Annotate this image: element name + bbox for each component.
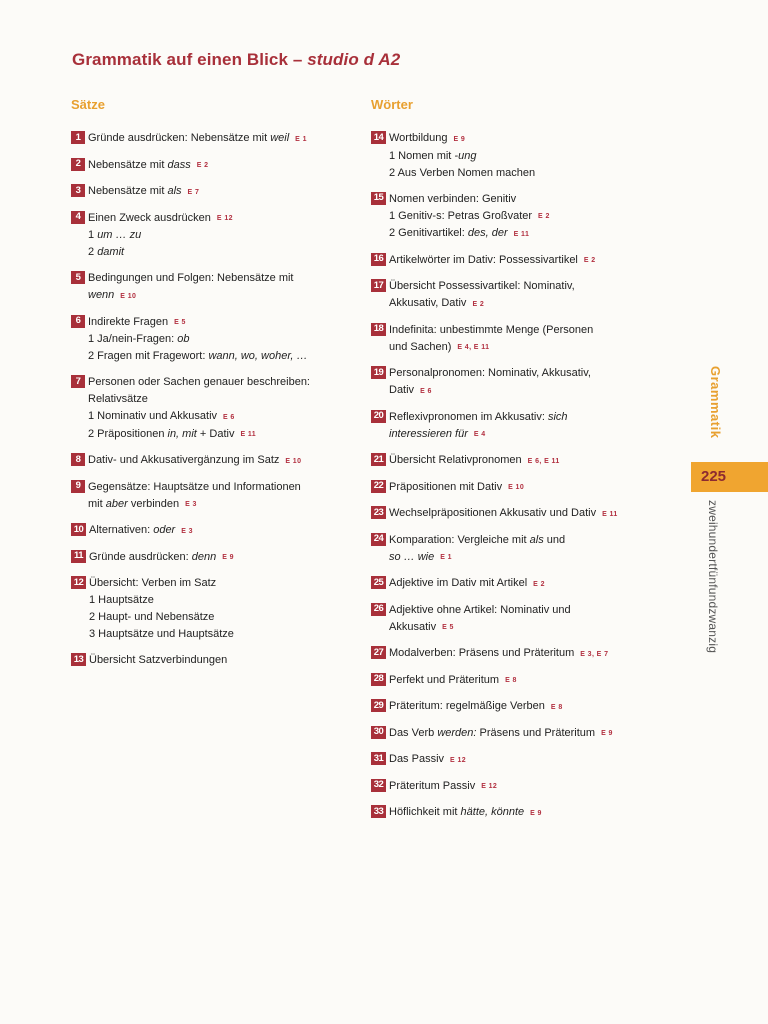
text-run: denn <box>191 550 217 563</box>
grammar-topic <box>371 322 671 357</box>
topic-title <box>389 479 671 497</box>
topic-body <box>88 270 361 305</box>
topic-subitem <box>389 148 671 165</box>
text-run: Komparation: Vergleiche mit <box>389 533 530 546</box>
topic-title <box>389 252 671 270</box>
text-run: 1 <box>88 229 98 241</box>
grammar-topic <box>371 672 671 690</box>
grammar-topic <box>371 365 671 400</box>
text-run: Das Verb <box>389 726 438 739</box>
text-run: in, mit <box>167 427 197 440</box>
topic-body <box>89 549 361 567</box>
topic-body <box>389 409 671 444</box>
text-run: Gründe ausdrücken: <box>89 550 192 563</box>
reference-code: E 9 <box>222 554 234 561</box>
reference-code: E 2 <box>538 213 550 220</box>
text-run: Präsens und Präteritum <box>476 726 596 739</box>
reference-code: E 11 <box>240 431 257 438</box>
text-run: Übersicht Relativpronomen <box>389 454 522 466</box>
text-run: 1 Nominativ und Akkusativ <box>88 410 218 422</box>
grammar-topic <box>71 374 361 443</box>
topic-body <box>389 725 671 743</box>
topic-subitem <box>89 609 361 626</box>
reference-code: E 3, E 7 <box>580 650 609 658</box>
text-run: Reflexivpronomen im Akkusativ: <box>389 410 548 423</box>
topic-number-badge: 6 <box>71 315 85 328</box>
topic-title <box>88 157 361 175</box>
grammar-topic <box>371 645 671 663</box>
topic-body <box>389 778 671 796</box>
topic-subitem <box>389 339 671 357</box>
grammar-topic <box>371 532 671 567</box>
topic-number-badge: 11 <box>71 550 86 563</box>
topic-title <box>389 278 671 295</box>
grammar-topic <box>371 278 671 313</box>
column-heading-woerter: Wörter <box>371 97 413 112</box>
topic-number-badge: 17 <box>371 279 386 292</box>
section-tab-label: Grammatik <box>708 366 723 439</box>
topic-body <box>88 452 361 470</box>
topic-title <box>389 698 671 716</box>
grammar-topic <box>71 479 361 514</box>
text-run: aber <box>105 497 128 510</box>
topic-body <box>389 452 671 470</box>
reference-code: E 12 <box>216 215 233 222</box>
topic-number-badge: 1 <box>71 131 85 144</box>
topic-number-badge: 33 <box>371 805 386 818</box>
topic-body <box>88 130 361 148</box>
topic-title <box>389 409 671 426</box>
text-run: Präteritum: regelmäßige Verben <box>389 700 545 712</box>
topic-subitem <box>389 165 671 182</box>
text-run: Nomen verbinden: Genitiv <box>389 192 517 205</box>
text-run: Einen Zweck ausdrücken <box>88 211 211 224</box>
page-title <box>72 50 400 70</box>
reference-code: E 11 <box>513 230 530 238</box>
text-run: Das Passiv <box>389 753 445 765</box>
topic-title <box>389 602 671 619</box>
topic-number-badge: 9 <box>71 480 85 493</box>
text-run: ob <box>177 333 190 345</box>
text-run: Übersicht Satzverbindungen <box>89 654 228 666</box>
topic-title <box>88 479 361 496</box>
grammar-topic <box>371 725 671 743</box>
topic-body <box>389 575 671 593</box>
topic-title <box>389 778 671 796</box>
grammar-topic <box>371 804 671 822</box>
grammar-topic <box>371 130 671 182</box>
topic-title <box>88 374 361 391</box>
text-run: Personalpronomen: Nominativ, Akkusativ, <box>389 367 591 379</box>
topic-body <box>88 314 361 366</box>
text-run: Übersicht Possessivartikel: Nominativ, <box>389 280 575 292</box>
text-run: Präteritum Passiv <box>389 779 476 792</box>
topic-title <box>389 191 671 208</box>
grammar-topic <box>71 270 361 305</box>
topic-number-badge: 16 <box>371 253 386 266</box>
topic-title <box>89 652 361 669</box>
topic-subitem <box>89 592 361 609</box>
topic-title <box>88 183 361 201</box>
text-run: 2 Genitivartikel: <box>389 227 468 239</box>
topic-body <box>88 210 361 262</box>
text-run: sich <box>547 410 568 423</box>
text-run: Höflichkeit mit <box>389 806 461 818</box>
text-run: wann, wo, woher, … <box>208 350 308 362</box>
reference-code: E 6 <box>223 413 235 421</box>
grammar-topic <box>371 452 671 470</box>
reference-code: E 8 <box>505 677 517 684</box>
topic-subitem <box>89 626 361 643</box>
reference-code: E 2 <box>533 580 545 588</box>
text-run: Modalverben: Präsens und Präteritum <box>389 647 575 659</box>
text-run: Personen oder Sachen genauer beschreiben: <box>88 376 310 388</box>
saetze-topic-list <box>71 130 361 669</box>
text-run: Nebensätze mit <box>88 158 168 171</box>
grammar-topic <box>71 652 361 669</box>
topic-number-badge: 8 <box>71 453 85 466</box>
reference-code: E 8 <box>550 703 563 711</box>
reference-code: E 2 <box>196 162 209 169</box>
text-run: Akkusativ, Dativ <box>389 297 467 309</box>
text-run: + Dativ <box>196 427 235 440</box>
grammar-topic <box>71 183 361 201</box>
topic-title <box>389 672 671 690</box>
topic-number-badge: 19 <box>371 366 386 379</box>
column-heading-saetze: Sätze <box>71 97 105 112</box>
topic-number-badge: 22 <box>371 480 386 493</box>
topic-body <box>389 698 671 716</box>
topic-title <box>389 452 671 470</box>
reference-code: E 1 <box>440 554 452 561</box>
topic-number-badge: 14 <box>371 131 386 144</box>
topic-title <box>389 725 671 743</box>
text-run: werden: <box>437 726 477 739</box>
topic-number-badge: 20 <box>371 410 386 423</box>
topic-subitem <box>88 244 361 261</box>
topic-number-badge: 18 <box>371 323 386 336</box>
topic-body <box>88 157 361 175</box>
text-run: und Sachen) <box>389 340 452 353</box>
topic-subitem <box>389 225 671 243</box>
page-number-tab: 225 <box>691 462 768 492</box>
topic-body <box>389 278 671 313</box>
reference-code: E 6 <box>420 387 432 395</box>
grammar-topic <box>71 549 361 567</box>
topic-subitem <box>88 331 361 348</box>
text-run: hätte, könnte <box>460 806 525 818</box>
reference-code: E 9 <box>453 135 466 143</box>
topic-title <box>88 314 361 332</box>
reference-code: E 4 <box>473 431 486 438</box>
text-run: Relativsätze <box>88 393 148 405</box>
topic-body <box>389 751 671 769</box>
text-run: damit <box>97 246 125 258</box>
text-run: Bedingungen und Folgen: Nebensätze mit <box>88 272 294 284</box>
topic-body <box>389 645 671 663</box>
topic-number-badge: 4 <box>71 211 85 224</box>
grammar-topic <box>71 575 361 643</box>
topic-number-badge: 31 <box>371 752 386 765</box>
text-run: Perfekt und Präteritum <box>389 673 500 686</box>
grammar-topic <box>371 409 671 444</box>
grammar-topic <box>71 452 361 470</box>
text-run: um … zu <box>97 229 142 241</box>
reference-code: E 12 <box>450 756 467 764</box>
text-run: und <box>543 533 566 546</box>
text-run: so … wie <box>389 550 435 563</box>
topic-subitem <box>88 426 361 444</box>
reference-code: E 9 <box>601 730 613 737</box>
text-run: Artikelwörter im Dativ: Possessivartikel <box>389 253 578 266</box>
reference-code: E 2 <box>472 300 485 308</box>
page-number-in-words: zweihundertfünfundzwanzig <box>706 500 720 654</box>
topic-number-badge: 5 <box>71 271 85 284</box>
topic-subitem <box>389 426 671 444</box>
grammar-topic <box>71 157 361 175</box>
text-run: verbinden <box>127 497 180 510</box>
topic-number-badge: 23 <box>371 506 386 519</box>
text-run: Indefinita: unbestimmte Menge (Personen <box>389 323 594 336</box>
text-run: Alternativen: <box>89 524 154 536</box>
grammar-topic <box>71 522 361 540</box>
topic-number-badge: 2 <box>71 158 85 171</box>
topic-title <box>389 130 671 148</box>
woerter-topic-list <box>371 130 671 822</box>
topic-subitem <box>389 295 671 313</box>
text-run: -ung <box>454 149 477 162</box>
text-run: interessieren für <box>389 427 468 440</box>
topic-body <box>89 522 361 540</box>
topic-body <box>88 374 361 443</box>
reference-code: E 4, E 11 <box>457 344 490 351</box>
text-run: wenn <box>88 289 115 301</box>
text-run: Indirekte Fragen <box>88 315 169 328</box>
topic-title <box>89 575 361 592</box>
topic-number-badge: 28 <box>371 673 386 686</box>
topic-body <box>389 505 671 523</box>
topic-number-badge: 15 <box>371 192 386 205</box>
topic-title <box>389 365 671 382</box>
topic-body <box>389 532 671 567</box>
topic-number-badge: 10 <box>71 523 86 536</box>
topic-body <box>389 191 671 243</box>
text-run: 1 Genitiv-s: Petras Großvater <box>389 209 533 222</box>
text-run: dass <box>167 158 191 171</box>
grammar-topic <box>71 210 361 262</box>
grammar-topic <box>71 130 361 148</box>
topic-number-badge: 21 <box>371 453 386 466</box>
topic-number-badge: 29 <box>371 699 386 712</box>
grammar-topic <box>371 191 671 243</box>
page-title-main: Grammatik auf einen Blick – <box>72 50 308 69</box>
reference-code: E 12 <box>481 783 498 790</box>
text-run: 1 Ja/nein-Fragen: <box>88 333 178 345</box>
topic-title <box>389 804 671 822</box>
reference-code: E 1 <box>295 135 307 143</box>
topic-number-badge: 7 <box>71 375 85 388</box>
grammar-topic <box>371 575 671 593</box>
topic-subitem <box>389 208 671 226</box>
topic-body <box>389 804 671 822</box>
topic-title <box>389 505 671 523</box>
reference-code: E 3 <box>181 527 193 535</box>
topic-title <box>389 751 671 769</box>
grammar-topic <box>371 778 671 796</box>
text-run: 2 <box>88 246 98 258</box>
topic-title <box>89 549 361 567</box>
reference-code: E 10 <box>120 292 137 300</box>
topic-title <box>89 522 361 540</box>
text-run: Präpositionen mit Dativ <box>389 480 503 493</box>
woerter-column <box>371 97 671 831</box>
text-run: als <box>167 185 182 197</box>
text-run: oder <box>153 524 176 536</box>
grammar-topic <box>371 505 671 523</box>
topic-title <box>88 130 361 148</box>
text-run: Gegensätze: Hauptsätze und Informationen <box>88 480 301 493</box>
topic-number-badge: 13 <box>71 653 86 666</box>
topic-body <box>89 575 361 643</box>
topic-number-badge: 12 <box>71 576 86 589</box>
topic-number-badge: 32 <box>371 779 386 792</box>
topic-body <box>389 602 671 637</box>
text-run: 2 Aus Verben Nomen machen <box>389 166 536 179</box>
topic-title <box>389 575 671 593</box>
grammar-topic <box>371 698 671 716</box>
topic-body <box>389 672 671 690</box>
topic-number-badge: 30 <box>371 726 386 739</box>
topic-body <box>389 252 671 270</box>
reference-code: E 11 <box>602 510 618 518</box>
text-run: Wortbildung <box>389 132 448 144</box>
topic-subitem <box>88 227 361 244</box>
topic-body <box>389 479 671 497</box>
text-run: 3 Hauptsätze und Hauptsätze <box>89 628 234 640</box>
grammar-topic <box>71 314 361 366</box>
topic-subitem <box>88 408 361 426</box>
reference-code: E 2 <box>583 257 596 264</box>
topic-body <box>89 652 361 669</box>
text-run: Nebensätze mit <box>88 185 168 197</box>
topic-body <box>389 322 671 357</box>
topic-number-badge: 26 <box>371 603 386 616</box>
topic-title <box>389 532 671 549</box>
text-run: mit <box>88 497 106 510</box>
topic-body <box>389 130 671 182</box>
text-run: Adjektive ohne Artikel: Nominativ und <box>389 603 571 616</box>
text-run: Übersicht: Verben im Satz <box>89 577 217 589</box>
text-run: 2 Haupt- und Nebensätze <box>89 611 215 623</box>
topic-number-badge: 27 <box>371 646 386 659</box>
saetze-column <box>71 97 361 678</box>
text-run: Akkusativ <box>389 620 437 633</box>
text-run: des, der <box>467 227 508 239</box>
text-run: 1 Hauptsätze <box>89 594 154 606</box>
topic-body <box>389 365 671 400</box>
text-run: als <box>529 533 544 546</box>
text-run: Dativ- und Akkusativergänzung im Satz <box>88 454 280 466</box>
topic-body <box>88 183 361 201</box>
topic-body <box>88 479 361 514</box>
text-run: Wechselpräpositionen Akkusativ und Dativ <box>389 507 597 519</box>
topic-number-badge: 24 <box>371 533 386 546</box>
text-run: Adjektive im Dativ mit Artikel <box>389 577 528 589</box>
text-run: 1 Nomen mit <box>389 149 455 162</box>
grammar-topic <box>371 479 671 497</box>
text-run: Gründe ausdrücken: Nebensätze mit <box>88 132 271 144</box>
reference-code: E 5 <box>174 319 186 326</box>
text-run: 2 Fragen mit Fragewort: <box>88 350 209 362</box>
topic-title <box>88 270 361 287</box>
topic-title <box>389 645 671 663</box>
topic-subitem <box>88 496 361 514</box>
topic-title <box>88 452 361 470</box>
grammar-topic <box>371 751 671 769</box>
reference-code: E 3 <box>185 501 197 508</box>
text-run: weil <box>270 132 290 144</box>
topic-subitem <box>88 391 361 408</box>
topic-number-badge: 25 <box>371 576 386 589</box>
topic-subitem <box>88 287 361 305</box>
reference-code: E 6, E 11 <box>527 457 560 465</box>
page-title-emphasis: studio d A2 <box>307 50 401 69</box>
reference-code: E 5 <box>442 624 454 631</box>
text-run: Dativ <box>389 384 415 396</box>
topic-title <box>389 322 671 339</box>
topic-subitem <box>88 348 361 365</box>
reference-code: E 10 <box>285 457 302 465</box>
grammar-topic <box>371 252 671 270</box>
grammar-topic <box>371 602 671 637</box>
topic-number-badge: 3 <box>71 184 85 197</box>
reference-code: E 10 <box>508 484 525 491</box>
reference-code: E 7 <box>187 188 200 196</box>
topic-title <box>88 210 361 228</box>
text-run: 2 Präpositionen <box>88 427 168 440</box>
topic-subitem <box>389 382 671 400</box>
topic-subitem <box>389 549 671 567</box>
reference-code: E 9 <box>530 809 542 817</box>
topic-subitem <box>389 619 671 637</box>
